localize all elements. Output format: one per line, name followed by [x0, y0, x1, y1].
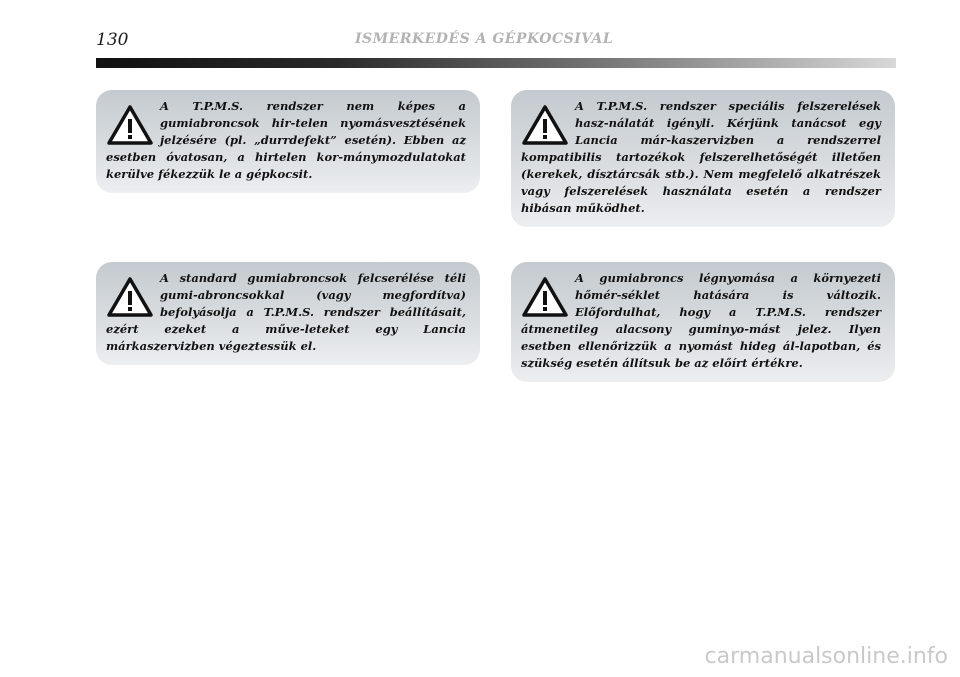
warning-box-4: [511, 262, 895, 382]
warning-triangle-icon: [521, 104, 569, 146]
header-divider: [96, 58, 896, 68]
warning-text: A gumiabroncs légnyomása a környezeti hőmér-séklet hatására is változik. Előfordulhat, hogy a T.P.M.S. rendszer átmenetileg alacsony guminyo-mást jelez. Ilyen esetben ellenőrizzük a nyomást hideg ál-lapotban, és szükség esetén állítsuk be az előírt értékre.: [521, 271, 881, 370]
warning-box-2: [511, 90, 895, 227]
page-number: 130: [96, 30, 129, 50]
warning-text: A standard gumiabroncsok felcserélése téli gumi-abroncsokkal (vagy megfordítva) befolyásolja a T.P.M.S. rendszer beállításait, ezért ezeket a műve-leteket egy Lancia márkaszervizben végeztessük el.: [106, 271, 466, 353]
watermark: carmanualsonline.info: [704, 644, 948, 669]
warning-triangle-icon: [106, 276, 154, 318]
warning-box-1: [96, 90, 480, 193]
warning-text: A T.P.M.S. rendszer nem képes a gumiabroncsok hir-telen nyomásvesztésének jelzésére (pl. „durrdefekt” esetén). Ebben az esetben óvatosan, a hirtelen kor-mánymozdulatokat kerülve fékezzük le a gépkocsit.: [106, 99, 466, 181]
warning-text: A T.P.M.S. rendszer speciális felszerelések hasz-nálatát igényli. Kérjünk tanácsot egy Lancia már-kaszervizben a rendszerrel kompatibilis tartozékok felszerelhetőségét illetően (kerekek, dísztárcsák stb.). Nem megfelelő alkatrészek vagy felszerelések használata esetén a rendszer hibásan működhet.: [521, 99, 881, 215]
warning-box-3: [96, 262, 480, 365]
warning-triangle-icon: [521, 276, 569, 318]
chapter-title: ISMERKEDÉS A GÉPKOCSIVAL: [355, 31, 614, 47]
warning-triangle-icon: [106, 104, 154, 146]
